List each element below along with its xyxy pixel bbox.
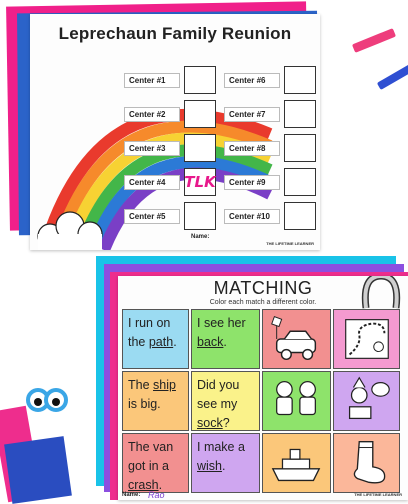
sentence-text: .: [223, 334, 227, 349]
picture-card-wish[interactable]: [333, 371, 400, 431]
sentence-card[interactable]: [122, 371, 189, 431]
answer-box[interactable]: [184, 168, 216, 196]
sock-icon: [334, 434, 399, 492]
sentence-text: The: [128, 378, 154, 392]
center-row-3: [124, 134, 216, 162]
center-row-9: [224, 168, 316, 196]
center-label: Center #6: [224, 73, 280, 88]
sentence-text: is big.: [128, 396, 161, 411]
sentence-text: ?: [222, 415, 230, 430]
center-row-8: [224, 134, 316, 162]
center-row-6: [224, 66, 316, 94]
center-label: Center #1: [124, 73, 180, 88]
car-crash-icon: [263, 310, 330, 368]
center-label: Center #5: [124, 209, 180, 224]
brand-label: THE LIFETIME LEARNER: [266, 241, 314, 246]
sentence-card[interactable]: [122, 433, 189, 493]
picture-card-path[interactable]: [333, 309, 400, 369]
brand-label: THE LIFETIME LEARNER: [354, 492, 402, 497]
worksheet-instructions: Color each match a different color.: [209, 299, 317, 306]
page-title: Leprechaun Family Reunion: [58, 24, 292, 43]
target-word: crash: [128, 477, 159, 492]
answer-box[interactable]: [284, 202, 316, 230]
target-word: back: [197, 334, 224, 349]
center-row-10: [224, 202, 316, 230]
blue-strip: [377, 62, 408, 90]
picture-card-car-crash[interactable]: [262, 309, 331, 369]
center-label: Center #8: [224, 141, 280, 156]
name-label: Name:: [122, 492, 141, 498]
sentence-text: .: [173, 334, 177, 349]
sentence-text: .: [158, 477, 163, 492]
sentence-text: I run on the: [128, 316, 171, 349]
answer-box[interactable]: [184, 202, 216, 230]
handwritten-mark: TLK: [184, 173, 216, 191]
sentence-text: I make a: [197, 440, 245, 454]
worksheet-title: MATCHING: [213, 278, 313, 298]
center-label: Center #3: [124, 141, 180, 156]
children-back-icon: [263, 372, 330, 430]
answer-box[interactable]: [184, 66, 216, 94]
picture-card-ship[interactable]: [262, 433, 331, 493]
googly-eyes-icon: [26, 388, 68, 412]
sentence-text: .: [222, 458, 226, 473]
center-label: Center #4: [124, 175, 180, 190]
student-name: Rao: [148, 490, 165, 500]
center-label: Center #10: [224, 209, 280, 224]
answer-box[interactable]: [184, 100, 216, 128]
sentence-card[interactable]: [191, 371, 260, 431]
target-word: ship: [153, 378, 176, 392]
center-row-7: [224, 100, 316, 128]
center-label: Center #7: [224, 107, 280, 122]
picture-card-backs[interactable]: [262, 371, 331, 431]
target-word: path: [148, 334, 174, 349]
horseshoe-icon: [358, 276, 404, 312]
matching-grid: [122, 309, 406, 492]
leprechaun-worksheet: [30, 14, 320, 250]
answer-box[interactable]: [184, 134, 216, 162]
ship-icon: [263, 434, 330, 492]
center-row-1: [124, 66, 216, 94]
answer-box[interactable]: [284, 134, 316, 162]
matching-worksheet: [118, 276, 408, 500]
sentence-card[interactable]: [191, 309, 260, 369]
sentence-card[interactable]: [122, 309, 189, 369]
blue-paper-edge: [4, 436, 72, 504]
answer-box[interactable]: [284, 100, 316, 128]
sentence-text: The van got in a: [128, 440, 174, 473]
answer-box[interactable]: [284, 168, 316, 196]
center-label: Center #9: [224, 175, 280, 190]
sentence-text: Did you see my: [197, 378, 240, 411]
path-icon: [334, 310, 399, 368]
center-row-4: [124, 168, 216, 196]
target-word: sock: [197, 415, 223, 430]
center-row-2: [124, 100, 216, 128]
pink-strip: [352, 28, 396, 53]
center-row-5: [124, 202, 216, 230]
picture-card-sock[interactable]: [333, 433, 400, 493]
target-word: wish: [197, 458, 223, 473]
birthday-wish-icon: [334, 372, 399, 430]
answer-box[interactable]: [284, 66, 316, 94]
sentence-text: I see her: [197, 316, 246, 330]
name-label: Name:: [191, 234, 210, 240]
center-label: Center #2: [124, 107, 180, 122]
sentence-card[interactable]: [191, 433, 260, 493]
